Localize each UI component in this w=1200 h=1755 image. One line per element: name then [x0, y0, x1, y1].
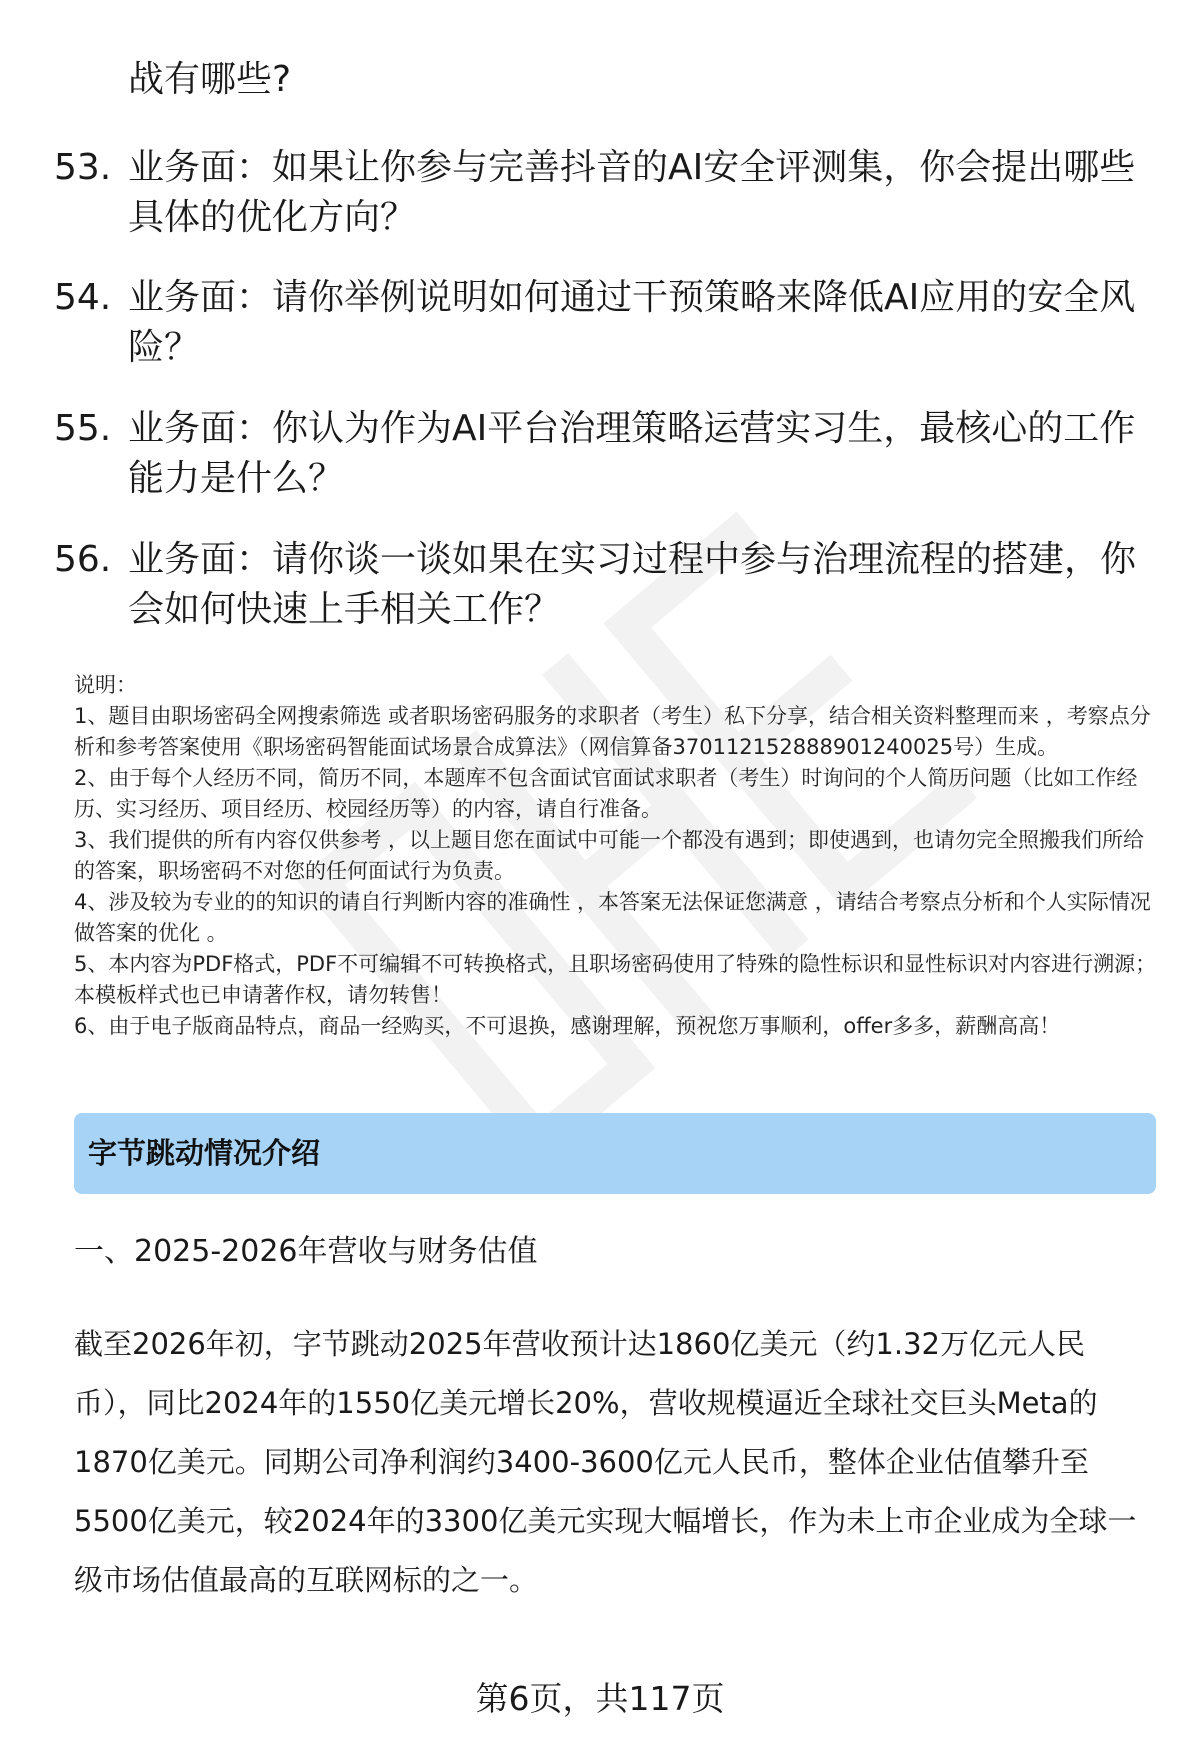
- notes-title: 说明：: [74, 673, 137, 697]
- disclaimer-notes: [74, 670, 1160, 1042]
- note-item: 1、题目由职场密码全网搜索筛选 或者职场密码服务的求职者（考生）私下分享，结合相关资料整理而来 ，考察点分析和参考答案使用《职场密码智能面试场景合成算法》（网信算备370112152888901240025号）生成。: [74, 704, 1151, 759]
- section-header: [74, 1113, 1156, 1194]
- section-title: 字节跳动情况介绍: [88, 1136, 321, 1170]
- note-item: 2、由于每个人经历不同，简历不同，本题库不包含面试官面试求职者（考生）时询问的个人简历问题（比如工作经历、实习经历、项目经历、校园经历等）的内容，请自行准备。: [74, 766, 1138, 821]
- note-item: 6、由于电子版商品特点，商品一经购买，不可退换，感谢理解，预祝您万事顺利，offer多多，薪酬高高！: [74, 1014, 1061, 1038]
- question-continuation: 战有哪些?: [128, 59, 292, 100]
- question-text: 业务面：如果让你参与完善抖音的AI安全评测集，你会提出哪些具体的优化方向？: [128, 147, 1136, 238]
- question-text: 业务面：请你举例说明如何通过干预策略来降低AI应用的安全风险？: [128, 277, 1136, 368]
- question-number: 53.: [54, 147, 112, 188]
- note-item: 5、本内容为PDF格式，PDF不可编辑不可转换格式，且职场密码使用了特殊的隐性标识和显性标识对内容进行溯源；本模板样式也已申请著作权，请勿转售！: [74, 952, 1157, 1007]
- question-number: 55.: [54, 408, 112, 449]
- note-item: 4、涉及较为专业的的知识的请自行判断内容的准确性 ，本答案无法保证您满意 ，请结合考察点分析和个人实际情况做答案的优化 。: [74, 890, 1151, 945]
- section-paragraph: 截至2026年初，字节跳动2025年营收预计达1860亿美元（约1.32万亿元人民币），同比2024年的1550亿美元增长20%，营收规模逼近全球社交巨头Meta的1870亿美元。同期公司净利润约3400-3600亿元人民币，整体企业估值攀升至5500亿美元，较2024年的3300亿美元实现大幅增长，作为未上市企业成为全球一级市场估值最高的互联网标的之一。: [74, 1327, 1137, 1597]
- page-footer: 第6页，共117页: [475, 1679, 725, 1718]
- question-number: 56.: [54, 539, 112, 580]
- question-number: 54.: [54, 277, 112, 318]
- question-text: 业务面：请你谈一谈如果在实习过程中参与治理流程的搭建，你会如何快速上手相关工作？: [128, 539, 1137, 630]
- note-item: 3、我们提供的所有内容仅供参考 ，以上题目您在面试中可能一个都没有遇到；即使遇到，也请勿完全照搬我们所给的答案，职场密码不对您的任何面试行为负责。: [74, 828, 1145, 883]
- question-text: 业务面：你认为作为AI平台治理策略运营实习生，最核心的工作能力是什么？: [128, 408, 1136, 499]
- section-subheading: 一、2025-2026年营收与财务估值: [74, 1234, 538, 1269]
